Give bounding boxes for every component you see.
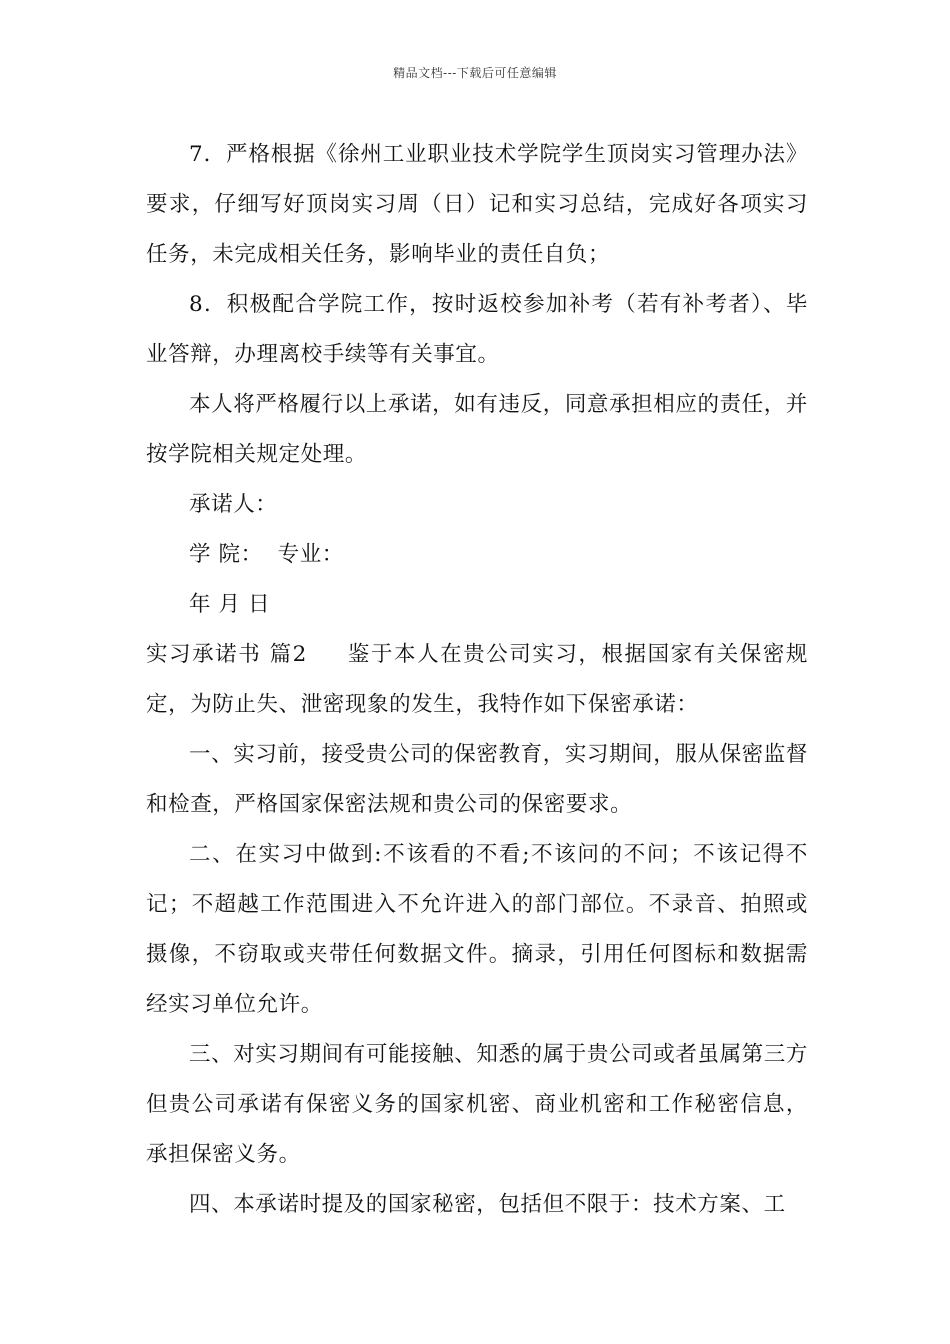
commitment-item-4: 四、本承诺时提及的国家秘密，包括但不限于：技术方案、工 bbox=[189, 1192, 786, 1217]
section-2-title: 实习承诺书 篇2 bbox=[146, 642, 307, 667]
paragraph-item-7: 7．严格根据《徐州工业职业技术学院学生顶岗实习管理办法》要求，仔细写好顶岗实习周（日）记和实习总结，完成好各项实习任务，未完成相关任务，影响毕业的责任自负； bbox=[146, 142, 808, 267]
signer-line: 承诺人： bbox=[189, 492, 278, 517]
pledge-paragraph: 本人将严格履行以上承诺，如有违反，同意承担相应的责任，并按学院相关规定处理。 bbox=[146, 392, 808, 467]
date-line: 年 月 日 bbox=[189, 592, 271, 617]
commitment-item-2: 二、在实习中做到:不该看的不看;不该问的不问；不该记得不记；不超越工作范围进入不允许进入的部门部位。不录音、拍照或摄像，不窃取或夹带任何数据文件。摘录，引用任何图标和数据需经实习单位允许。 bbox=[146, 842, 808, 1017]
paragraph-item-8: 8．积极配合学院工作，按时返校参加补考（若有补考者）、毕业答辩，办理离校手续等有关事宜。 bbox=[146, 292, 808, 367]
document-body bbox=[146, 130, 808, 1230]
commitment-item-3: 三、对实习期间有可能接触、知悉的属于贵公司或者虽属第三方但贵公司承诺有保密义务的国家机密、商业机密和工作秘密信息，承担保密义务。 bbox=[146, 1042, 808, 1167]
commitment-item-1: 一、实习前，接受贵公司的保密教育，实习期间，服从保密监督和检查，严格国家保密法规和贵公司的保密要求。 bbox=[146, 742, 808, 817]
page-header: 精品文档---下载后可任意编辑 bbox=[393, 66, 557, 80]
section-2-intro: 鉴于本人在贵公司实习，根据国家有关保密规定，为防止失、泄密现象的发生，我特作如下保密承诺： bbox=[146, 642, 808, 717]
section-2-paragraph bbox=[146, 630, 808, 730]
college-major-line: 学 院： 专业： bbox=[189, 542, 344, 567]
